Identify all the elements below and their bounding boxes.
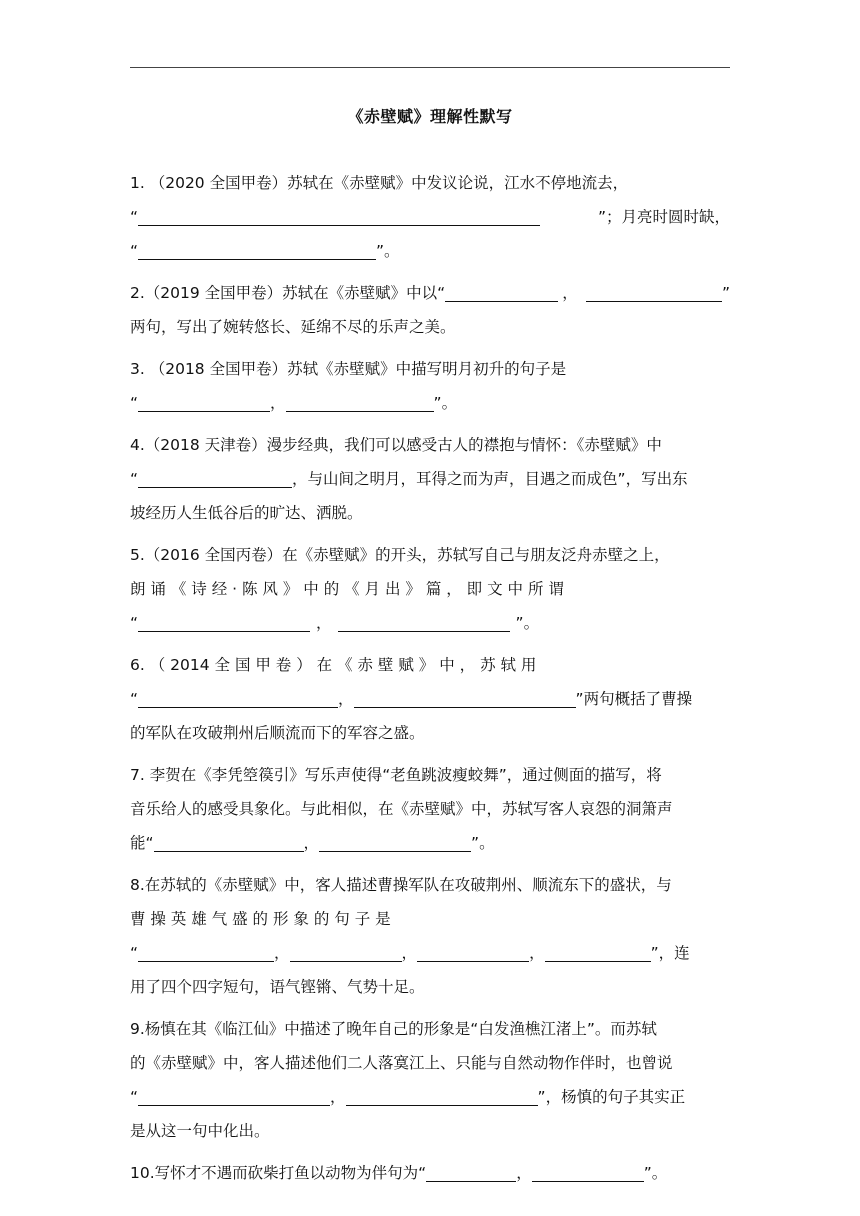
quote-open: “ [130, 242, 139, 260]
quote-close: ”。 [433, 394, 458, 412]
answer-blank-1a[interactable] [138, 208, 540, 226]
answer-blank-3a[interactable] [138, 394, 270, 412]
quote-close: ”。 [515, 614, 540, 632]
question-3-line-1: 3. （2018 全国甲卷）苏轼《赤壁赋》中描写明月初升的句子是 [130, 360, 567, 378]
comma: ， [303, 834, 320, 852]
question-8-text-3: ”，连 [650, 944, 690, 962]
comma: ， [330, 1088, 346, 1106]
answer-blank-5a[interactable] [138, 614, 310, 632]
question-2-line-2: 两句，写出了婉转悠长、延绵不尽的乐声之美。 [130, 318, 456, 336]
question-8-line-3 [130, 936, 730, 970]
question-list [130, 166, 730, 1198]
question-2-line-1 [130, 276, 730, 310]
answer-blank-9b[interactable] [346, 1088, 538, 1106]
question-9-line-3 [130, 1080, 730, 1114]
quote-open: “ [130, 470, 139, 488]
question-9 [130, 1012, 730, 1148]
question-5-line-1: 5.（2016 全国丙卷）在《赤壁赋》的开头，苏轼写自己与朋友泛舟赤壁之上， [130, 546, 670, 564]
answer-blank-7b[interactable] [319, 834, 471, 852]
question-10-line-1 [130, 1156, 730, 1190]
question-2-text: 2.（2019 全国甲卷）苏轼在《赤壁赋》中以“ [130, 284, 446, 302]
comma: ， [274, 944, 290, 962]
question-5-line-2: 朗 诵 《 诗 经 · 陈 风 》 中 的 《 月 出 》 篇 ， 即 文 中 所 谓 [130, 580, 564, 598]
question-4-line-3: 坡经历人生低谷后的旷达、洒脱。 [130, 504, 363, 522]
question-9-text-3: ”，杨慎的句子其实正 [537, 1088, 686, 1106]
question-7-line-3 [130, 826, 730, 860]
answer-blank-2b[interactable] [586, 284, 722, 302]
answer-blank-4[interactable] [138, 470, 292, 488]
question-6-text-2: ”两句概括了曹操 [575, 690, 693, 708]
question-7-text-3: 能“ [130, 834, 154, 852]
quote-close: ”。 [471, 834, 495, 852]
answer-blank-8d[interactable] [545, 944, 651, 962]
page-title: 《赤壁赋》理解性默写 [347, 107, 513, 126]
comma: ， [516, 1164, 532, 1182]
question-8-line-4: 用了四个四字短句，语气铿锵、气势十足。 [130, 978, 425, 996]
answer-blank-6a[interactable] [138, 690, 338, 708]
quote-open: “ [130, 208, 139, 226]
answer-blank-10a[interactable] [426, 1164, 516, 1182]
question-4-line-1: 4.（2018 天津卷）漫步经典，我们可以感受古人的襟抱与情怀：《赤壁赋》中 [130, 436, 662, 454]
question-1-text-2: ”；月亮时圆时缺， [597, 208, 730, 226]
answer-blank-8c[interactable] [417, 944, 529, 962]
answer-blank-8a[interactable] [138, 944, 274, 962]
header-rule [130, 67, 730, 68]
question-1-line-1: 1. （2020 全国甲卷）苏轼在《赤壁赋》中发议论说，江水不停地流去， [130, 174, 629, 192]
answer-blank-7a[interactable] [154, 834, 304, 852]
answer-blank-5b[interactable] [338, 614, 510, 632]
comma: ， [316, 614, 332, 632]
question-10 [130, 1156, 730, 1190]
question-1-line-2 [130, 200, 730, 234]
comma: ， [529, 944, 545, 962]
quote-open: “ [130, 1088, 139, 1106]
quote-close: ” [721, 284, 730, 302]
question-2 [130, 276, 730, 344]
answer-blank-8b[interactable] [290, 944, 402, 962]
answer-blank-9a[interactable] [138, 1088, 330, 1106]
quote-close: ”。 [376, 242, 400, 260]
question-8-line-1: 8.在苏轼的《赤壁赋》中，客人描述曹操军队在攻破荆州、顺流东下的盛状，与 [130, 876, 672, 894]
question-9-line-4: 是从这一句中化出。 [130, 1122, 270, 1140]
question-7-line-2: 音乐给人的感受具象化。与此相似，在《赤壁赋》中，苏轼写客人哀怨的洞箫声 [130, 800, 673, 818]
question-7 [130, 758, 730, 860]
comma: ， [401, 944, 418, 962]
question-8-line-2: 曹 操 英 雄 气 盛 的 形 象 的 句 子 是 [130, 910, 391, 928]
comma: ， [270, 394, 286, 412]
question-10-text: 10.写怀才不遇而砍柴打鱼以动物为伴句为“ [130, 1164, 427, 1182]
question-6 [130, 648, 730, 750]
quote-close: ”。 [643, 1164, 668, 1182]
question-4 [130, 428, 730, 530]
question-7-line-1: 7. 李贺在《李凭箜篌引》写乐声使得“老鱼跳波瘦蛟舞”，通过侧面的描写，将 [130, 766, 662, 784]
question-1 [130, 166, 730, 268]
question-6-line-1: 6. （ 2014 全 国 甲 卷 ） 在 《 赤 壁 赋 》 中 ， 苏 轼 用 [130, 656, 537, 674]
question-1-line-3 [130, 234, 730, 268]
question-4-line-2 [130, 462, 730, 496]
question-6-line-3: 的军队在攻破荆州后顺流而下的军容之盛。 [130, 724, 425, 742]
answer-blank-3b[interactable] [286, 394, 434, 412]
question-5-line-3 [130, 606, 730, 640]
quote-open: “ [130, 944, 139, 962]
question-6-line-2 [130, 682, 730, 716]
comma: ， [562, 284, 578, 302]
answer-blank-1b[interactable] [138, 242, 376, 260]
answer-blank-2a[interactable] [445, 284, 558, 302]
question-9-line-1: 9.杨慎在其《临江仙》中描述了晚年自己的形象是“白发渔樵江渚上”。而苏轼 [130, 1020, 657, 1038]
answer-blank-10b[interactable] [532, 1164, 644, 1182]
question-8 [130, 868, 730, 1004]
answer-blank-6b[interactable] [354, 690, 576, 708]
question-9-line-2: 的《赤壁赋》中，客人描述他们二人落寞江上、只能与自然动物作伴时，也曾说 [130, 1054, 673, 1072]
quote-open: “ [130, 614, 139, 632]
quote-open: “ [130, 690, 139, 708]
question-3 [130, 352, 730, 420]
question-3-line-2 [130, 386, 730, 420]
question-4-text-2: ，与山间之明月，耳得之而为声，目遇之而成色”，写出东 [292, 470, 688, 488]
comma: ， [338, 690, 354, 708]
question-5 [130, 538, 730, 640]
quote-open: “ [130, 394, 139, 412]
